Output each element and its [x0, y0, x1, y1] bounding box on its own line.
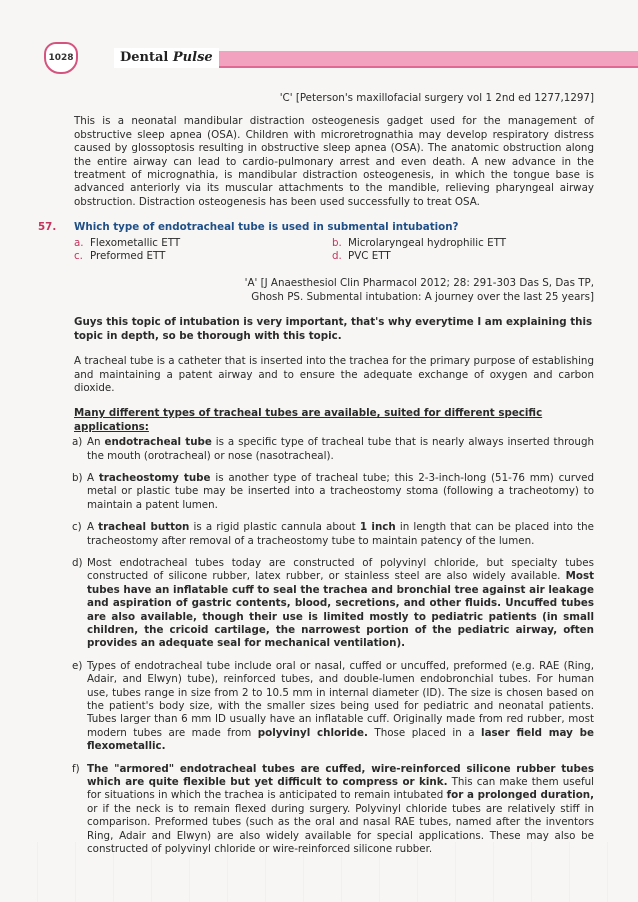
reference-answer-1: 'A' [J Anaesthesiol Clin Pharmacol 2012; 28: 291-303 Das S, Das TP, [244, 277, 594, 290]
list-item: b) A tracheostomy tube is another type of tracheal tube; this 2-3-inch-long (51-76 mm) curved metal or plastic tube may be inserted into a tracheostomy stoma (following a tracheotomy) to maintain a patent lumen. [72, 471, 594, 511]
emphasis-note: Guys this topic of intubation is very important, that's why everytime I am explaining this topic in depth, so be thorough with this topic. [74, 316, 593, 342]
types-list [74, 436, 594, 856]
list-item: c) A tracheal button is a rigid plastic cannula about 1 inch in length that can be placed into the tracheostomy after removal of a tracheostomy tube to maintain patency of the lumen. [72, 521, 594, 547]
option-a: a. Flexometallic ETT [74, 236, 181, 249]
list-item: f) The "armored" endotracheal tubes are cuffed, wire-reinforced silicone rubber tubes which are quite flexible but yet difficult to compress or kink. This can make them useful for situations in which the trachea is anticipated to remain intubated for a prolonged duration, or if the neck is to remain flexed during surgery. Polyvinyl chloride tubes are relatively stiff in comparison. Preformed tubes (such as the oral and nasal RAE tubes, named after the inventors Ring, Adair and Elwyn) are also widely available for special applications. These may also be constructed of polyvinyl chloride or wire-reinforced silicone rubber. [72, 762, 595, 856]
question-text: Which type of endotracheal tube is used in submental intubation? [74, 221, 459, 234]
intro-paragraph: This is a neonatal mandibular distraction osteogenesis gadget used for the management of obstructive sleep apnea (OSA). Children with microretrognathia may develop respiratory distress caused by glossoptosis resulting in obstructive sleep apnea (OSA). The anatomic obstruction along the entire airway can lead to cardio-pulmonary arrest and even death. A new advance in the treatment of micrognathia, is mandibular distraction osteogenesis, in which the tongue base is advanced anteriorly via its muscular attachments to the mandible, relieving pharyngeal airway obstruction. Distraction osteogenesis has been used successfully to treat OSA. [74, 115, 594, 208]
list-item: d) Most endotracheal tubes today are constructed of polyvinyl chloride, but specialty tubes constructed of silicone rubber, latex rubber, or stainless steel are also widely available. Most tubes have an inflatable cuff to seal the trachea and bronchial tree against air leakage and aspiration of gastric contents, blood, secretions, and other fluids. Uncuffed tubes are also available, though their use is limited mostly to pediatric patients (in small children, the cricoid cartilage, the narrowest portion of the pediatric airway, often provides an adequate seal for mechanical ventilation). [72, 556, 594, 650]
journal-title: Dental Pulse [114, 48, 219, 68]
question-number: 57. [38, 221, 57, 234]
list-item: a) An endotracheal tube is a specific type of tracheal tube that is nearly always inserted through the mouth (orotracheal) or nose (nasotracheal). [72, 436, 595, 462]
reference-answer-2: Ghosh PS. Submental intubation: A journey over the last 25 years] [251, 290, 594, 303]
page-header [44, 42, 638, 72]
option-d: d. PVC ETT [332, 250, 391, 263]
reference-top: 'C' [Peterson's maxillofacial surgery vol 1 2nd ed 1277,1297] [279, 92, 594, 104]
definition: A tracheal tube is a catheter that is inserted into the trachea for the primary purpose of establishing and maintaining a patent airway and to ensure the adequate exchange of oxygen and carbon dioxide. [74, 355, 594, 394]
option-b: b. Microlaryngeal hydrophilic ETT [332, 236, 506, 249]
option-c: c. Preformed ETT [74, 250, 166, 263]
page-number: 1028 [48, 53, 74, 63]
page-bottom-texture [0, 842, 638, 902]
types-heading: Many different types of tracheal tubes are available, suited for different specific applications: [74, 407, 543, 433]
question [38, 221, 594, 234]
list-item: e) Types of endotracheal tube include oral or nasal, cuffed or uncuffed, preformed (e.g. RAE (Ring, Adair, and Elwyn) tube), reinforced tubes, and double-lumen endobronchial tubes. For human use, tubes range in size from 2 to 10.5 mm in internal diameter (ID). The size is chosen based on the patient's body size, with the smaller sizes being used for pediatric and neonatal patients. Tubes larger than 6 mm ID usually have an inflatable cuff. Originally made from red rubber, most modern tubes are made from polyvinyl chloride. Those placed in a laser field may be flexometallic. [72, 659, 594, 753]
answer-options [74, 237, 594, 264]
page-content [38, 92, 595, 866]
tooth-icon [44, 42, 78, 74]
